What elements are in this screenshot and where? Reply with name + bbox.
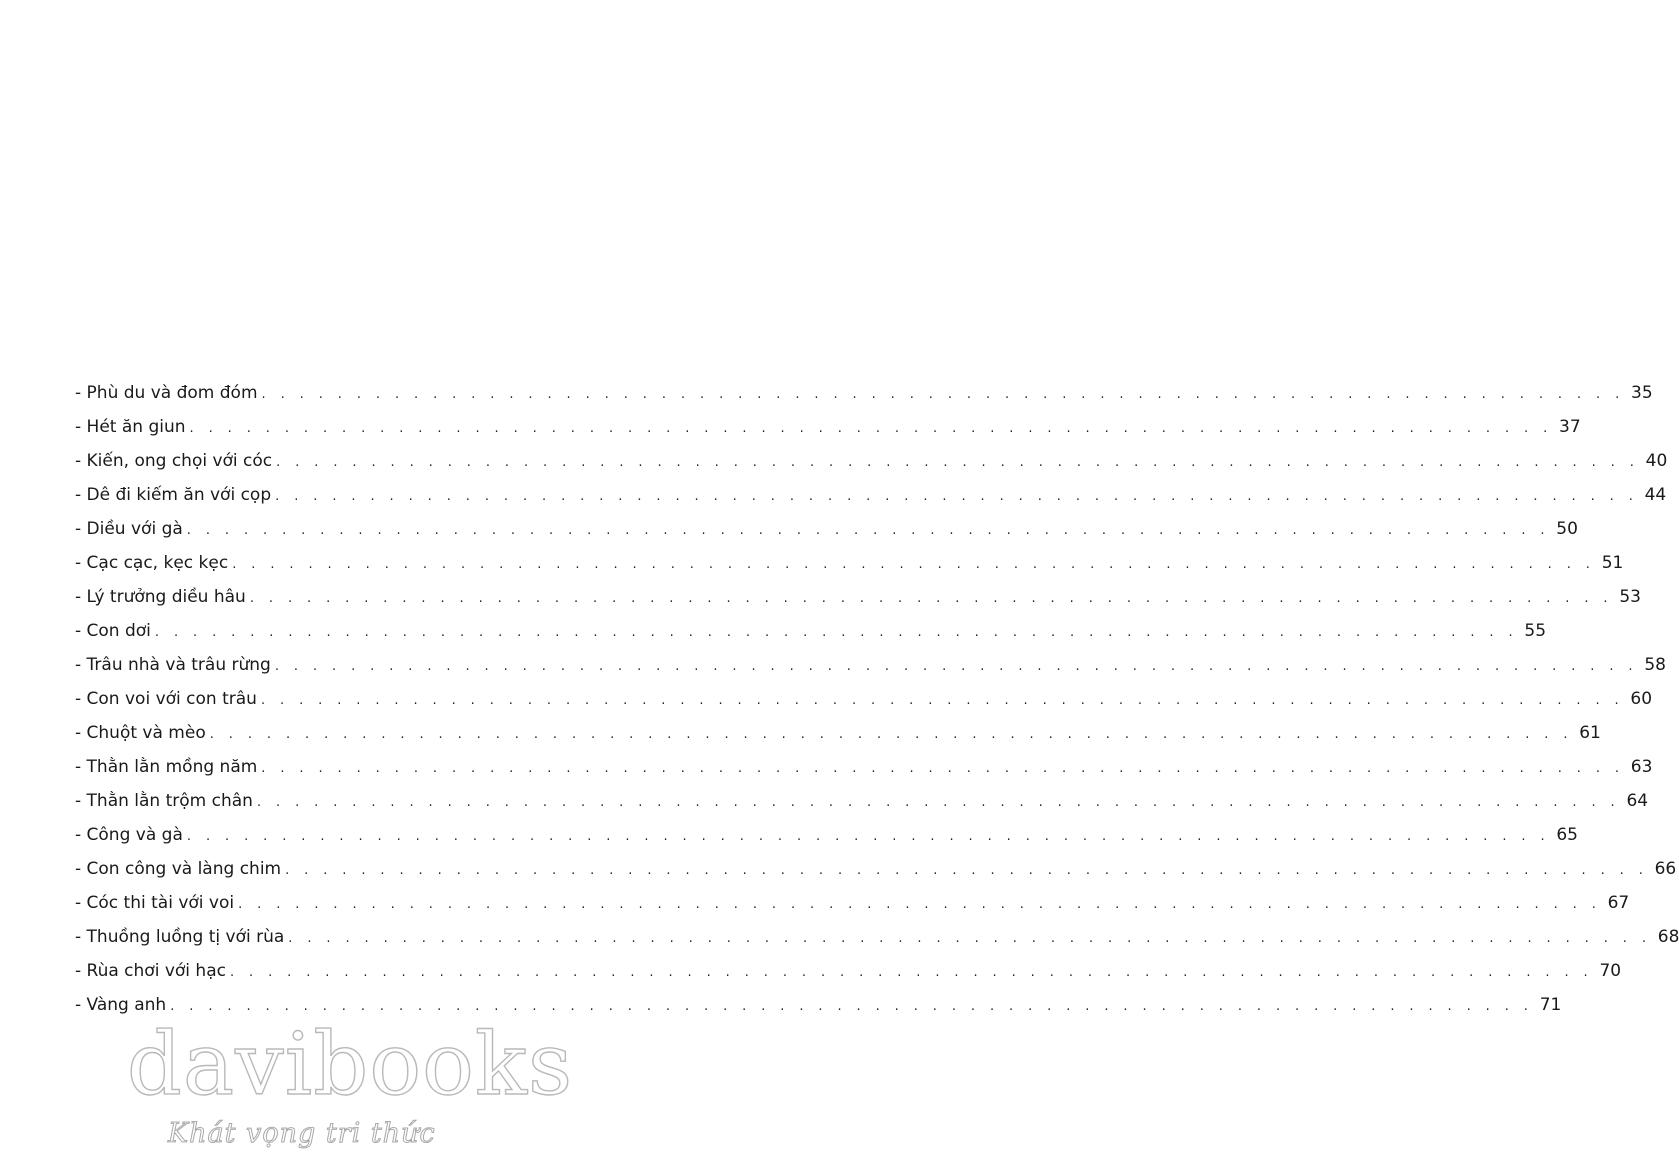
toc-dot-leader: . . . . . . . . . . . . . . . . . . . . . . . . . . . . . . . . . . . . . . . . . . . . . . . . . . . . . . . . . . . . . . . . . . . . . . . . [186, 829, 1550, 844]
toc-dot-leader: . . . . . . . . . . . . . . . . . . . . . . . . . . . . . . . . . . . . . . . . . . . . . . . . . . . . . . . . . . . . . . . . . . . . . . . . [261, 761, 1625, 776]
toc-dot-leader: . . . . . . . . . . . . . . . . . . . . . . . . . . . . . . . . . . . . . . . . . . . . . . . . . . . . . . . . . . . . . . . . . . . . . . . . [274, 659, 1638, 674]
toc-entry-title: - Phù du và đom đóm [75, 383, 258, 403]
toc-page-number: 60 [1630, 689, 1653, 709]
toc-entry-con-doi [75, 614, 1547, 648]
toc-page-number: 35 [1631, 383, 1653, 403]
toc-page-number: 61 [1579, 723, 1601, 743]
toc-page-number: 53 [1619, 587, 1641, 607]
toc-page-number: 55 [1524, 621, 1547, 641]
toc-dot-leader: . . . . . . . . . . . . . . . . . . . . . . . . . . . . . . . . . . . . . . . . . . . . . . . . . . . . . . . . . . . . . . . . . . . . . . . . [154, 625, 1519, 640]
toc-entry-title: - Hét ăn giun [75, 417, 186, 437]
toc-entry-title: - Công và gà [75, 825, 183, 845]
toc-entry-cong-va-ga [75, 818, 1578, 852]
toc-entry-title: - Lý trưởng diều hâu [75, 587, 246, 607]
toc-entry-title: - Dê đi kiếm ăn với cọp [75, 485, 272, 505]
toc-entry-vang-anh [75, 988, 1562, 1022]
toc-page-number: 40 [1645, 451, 1668, 471]
table-of-contents [75, 376, 1679, 1022]
toc-entry-title: - Vàng anh [75, 995, 167, 1015]
toc-dot-leader: . . . . . . . . . . . . . . . . . . . . . . . . . . . . . . . . . . . . . . . . . . . . . . . . . . . . . . . . . . . . . . . . . . . . . . . . [276, 455, 1640, 470]
toc-entry-title: - Diều với gà [75, 519, 183, 539]
toc-entry-title: - Cóc thi tài với voi [75, 893, 235, 913]
toc-entry-thuong-luong-ti-voi-rua [75, 920, 1679, 954]
toc-entry-title: - Thuồng luồng tị với rùa [75, 927, 285, 947]
toc-dot-leader: . . . . . . . . . . . . . . . . . . . . . . . . . . . . . . . . . . . . . . . . . . . . . . . . . . . . . . . . . . . . . . . . . . . . . . . . [232, 557, 1596, 572]
toc-dot-leader: . . . . . . . . . . . . . . . . . . . . . . . . . . . . . . . . . . . . . . . . . . . . . . . . . . . . . . . . . . . . . . . . . . . . . . . . [256, 795, 1621, 810]
toc-entry-title: - Chuột và mèo [75, 723, 206, 743]
toc-entry-kien-ong-choi-voi-coc [75, 444, 1668, 478]
toc-entry-phu-du-va-dom-dom [75, 376, 1653, 410]
toc-entry-title: - Cạc cạc, kẹc kẹc [75, 553, 229, 573]
toc-dot-leader: . . . . . . . . . . . . . . . . . . . . . . . . . . . . . . . . . . . . . . . . . . . . . . . . . . . . . . . . . . . . . . . . . . . . . . . . [261, 387, 1625, 402]
toc-entry-trau-nha-va-trau-rung [75, 648, 1666, 682]
watermark-tagline: Khát vọng tri thức [168, 1118, 436, 1149]
toc-dot-leader: . . . . . . . . . . . . . . . . . . . . . . . . . . . . . . . . . . . . . . . . . . . . . . . . . . . . . . . . . . . . . . . . . . . . . . . . [288, 931, 1652, 946]
toc-entry-title: - Con công và làng chim [75, 859, 282, 879]
toc-dot-leader: . . . . . . . . . . . . . . . . . . . . . . . . . . . . . . . . . . . . . . . . . . . . . . . . . . . . . . . . . . . . . . . . . . . . . . . . [209, 727, 1573, 742]
toc-page-number: 51 [1601, 553, 1624, 573]
toc-page-number: 67 [1607, 893, 1630, 913]
toc-entry-title: - Kiến, ong chọi với cóc [75, 451, 273, 471]
watermark-brand: davibooks [126, 1015, 574, 1115]
toc-dot-leader: . . . . . . . . . . . . . . . . . . . . . . . . . . . . . . . . . . . . . . . . . . . . . . . . . . . . . . . . . . . . . . . . . . . . . . . . [249, 591, 1613, 606]
toc-dot-leader: . . . . . . . . . . . . . . . . . . . . . . . . . . . . . . . . . . . . . . . . . . . . . . . . . . . . . . . . . . . . . . . . . . . . . . . . [260, 693, 1625, 708]
toc-page-number: 64 [1626, 791, 1649, 811]
toc-page-number: 65 [1556, 825, 1578, 845]
toc-dot-leader: . . . . . . . . . . . . . . . . . . . . . . . . . . . . . . . . . . . . . . . . . . . . . . . . . . . . . . . . . . . . . . . . . . . . . . . . [186, 523, 1550, 538]
toc-page-number: 63 [1630, 757, 1653, 777]
toc-entry-title: - Trâu nhà và trâu rừng [75, 655, 271, 675]
toc-entry-title: - Thằn lằn mồng năm [75, 757, 258, 777]
toc-entry-title: - Rùa chơi với hạc [75, 961, 226, 981]
toc-page-number: 37 [1559, 417, 1581, 437]
toc-page-number: 68 [1657, 927, 1679, 947]
toc-entry-than-lan-mong-nam [75, 750, 1653, 784]
toc-entry-ly-truong-dieu-hau [75, 580, 1641, 614]
toc-page-number: 58 [1644, 655, 1666, 675]
toc-entry-con-voi-voi-con-trau [75, 682, 1653, 716]
toc-dot-leader: . . . . . . . . . . . . . . . . . . . . . . . . . . . . . . . . . . . . . . . . . . . . . . . . . . . . . . . . . . . . . . . . . . . . . . . . [275, 489, 1639, 504]
toc-entry-dieu-voi-ga [75, 512, 1578, 546]
toc-dot-leader: . . . . . . . . . . . . . . . . . . . . . . . . . . . . . . . . . . . . . . . . . . . . . . . . . . . . . . . . . . . . . . . . . . . . . . . . [170, 999, 1534, 1014]
toc-page-number: 44 [1644, 485, 1667, 505]
toc-entry-title: - Con voi với con trâu [75, 689, 257, 709]
toc-dot-leader: . . . . . . . . . . . . . . . . . . . . . . . . . . . . . . . . . . . . . . . . . . . . . . . . . . . . . . . . . . . . . . . . . . . . . . . . [189, 421, 1553, 436]
toc-entry-de-di-kiem-an-voi-cop [75, 478, 1667, 512]
toc-page-number: 70 [1599, 961, 1622, 981]
toc-page-number: 71 [1539, 995, 1562, 1015]
toc-page-number: 66 [1654, 859, 1677, 879]
toc-entry-title: - Thằn lằn trộm chân [75, 791, 253, 811]
toc-dot-leader: . . . . . . . . . . . . . . . . . . . . . . . . . . . . . . . . . . . . . . . . . . . . . . . . . . . . . . . . . . . . . . . . . . . . . . . . [229, 965, 1594, 980]
toc-entry-cac-cac-kec-kec [75, 546, 1624, 580]
toc-dot-leader: . . . . . . . . . . . . . . . . . . . . . . . . . . . . . . . . . . . . . . . . . . . . . . . . . . . . . . . . . . . . . . . . . . . . . . . . [238, 897, 1602, 912]
toc-page-number: 50 [1556, 519, 1578, 539]
toc-entry-het-an-giun [75, 410, 1581, 444]
toc-entry-rua-choi-voi-hac [75, 954, 1622, 988]
toc-entry-con-cong-va-lang-chim [75, 852, 1677, 886]
toc-entry-title: - Con dơi [75, 621, 151, 641]
toc-dot-leader: . . . . . . . . . . . . . . . . . . . . . . . . . . . . . . . . . . . . . . . . . . . . . . . . . . . . . . . . . . . . . . . . . . . . . . . . [285, 863, 1649, 878]
toc-entry-chuot-va-meo [75, 716, 1601, 750]
toc-entry-coc-thi-tai-voi-voi [75, 886, 1630, 920]
toc-entry-than-lan-trom-chan [75, 784, 1649, 818]
